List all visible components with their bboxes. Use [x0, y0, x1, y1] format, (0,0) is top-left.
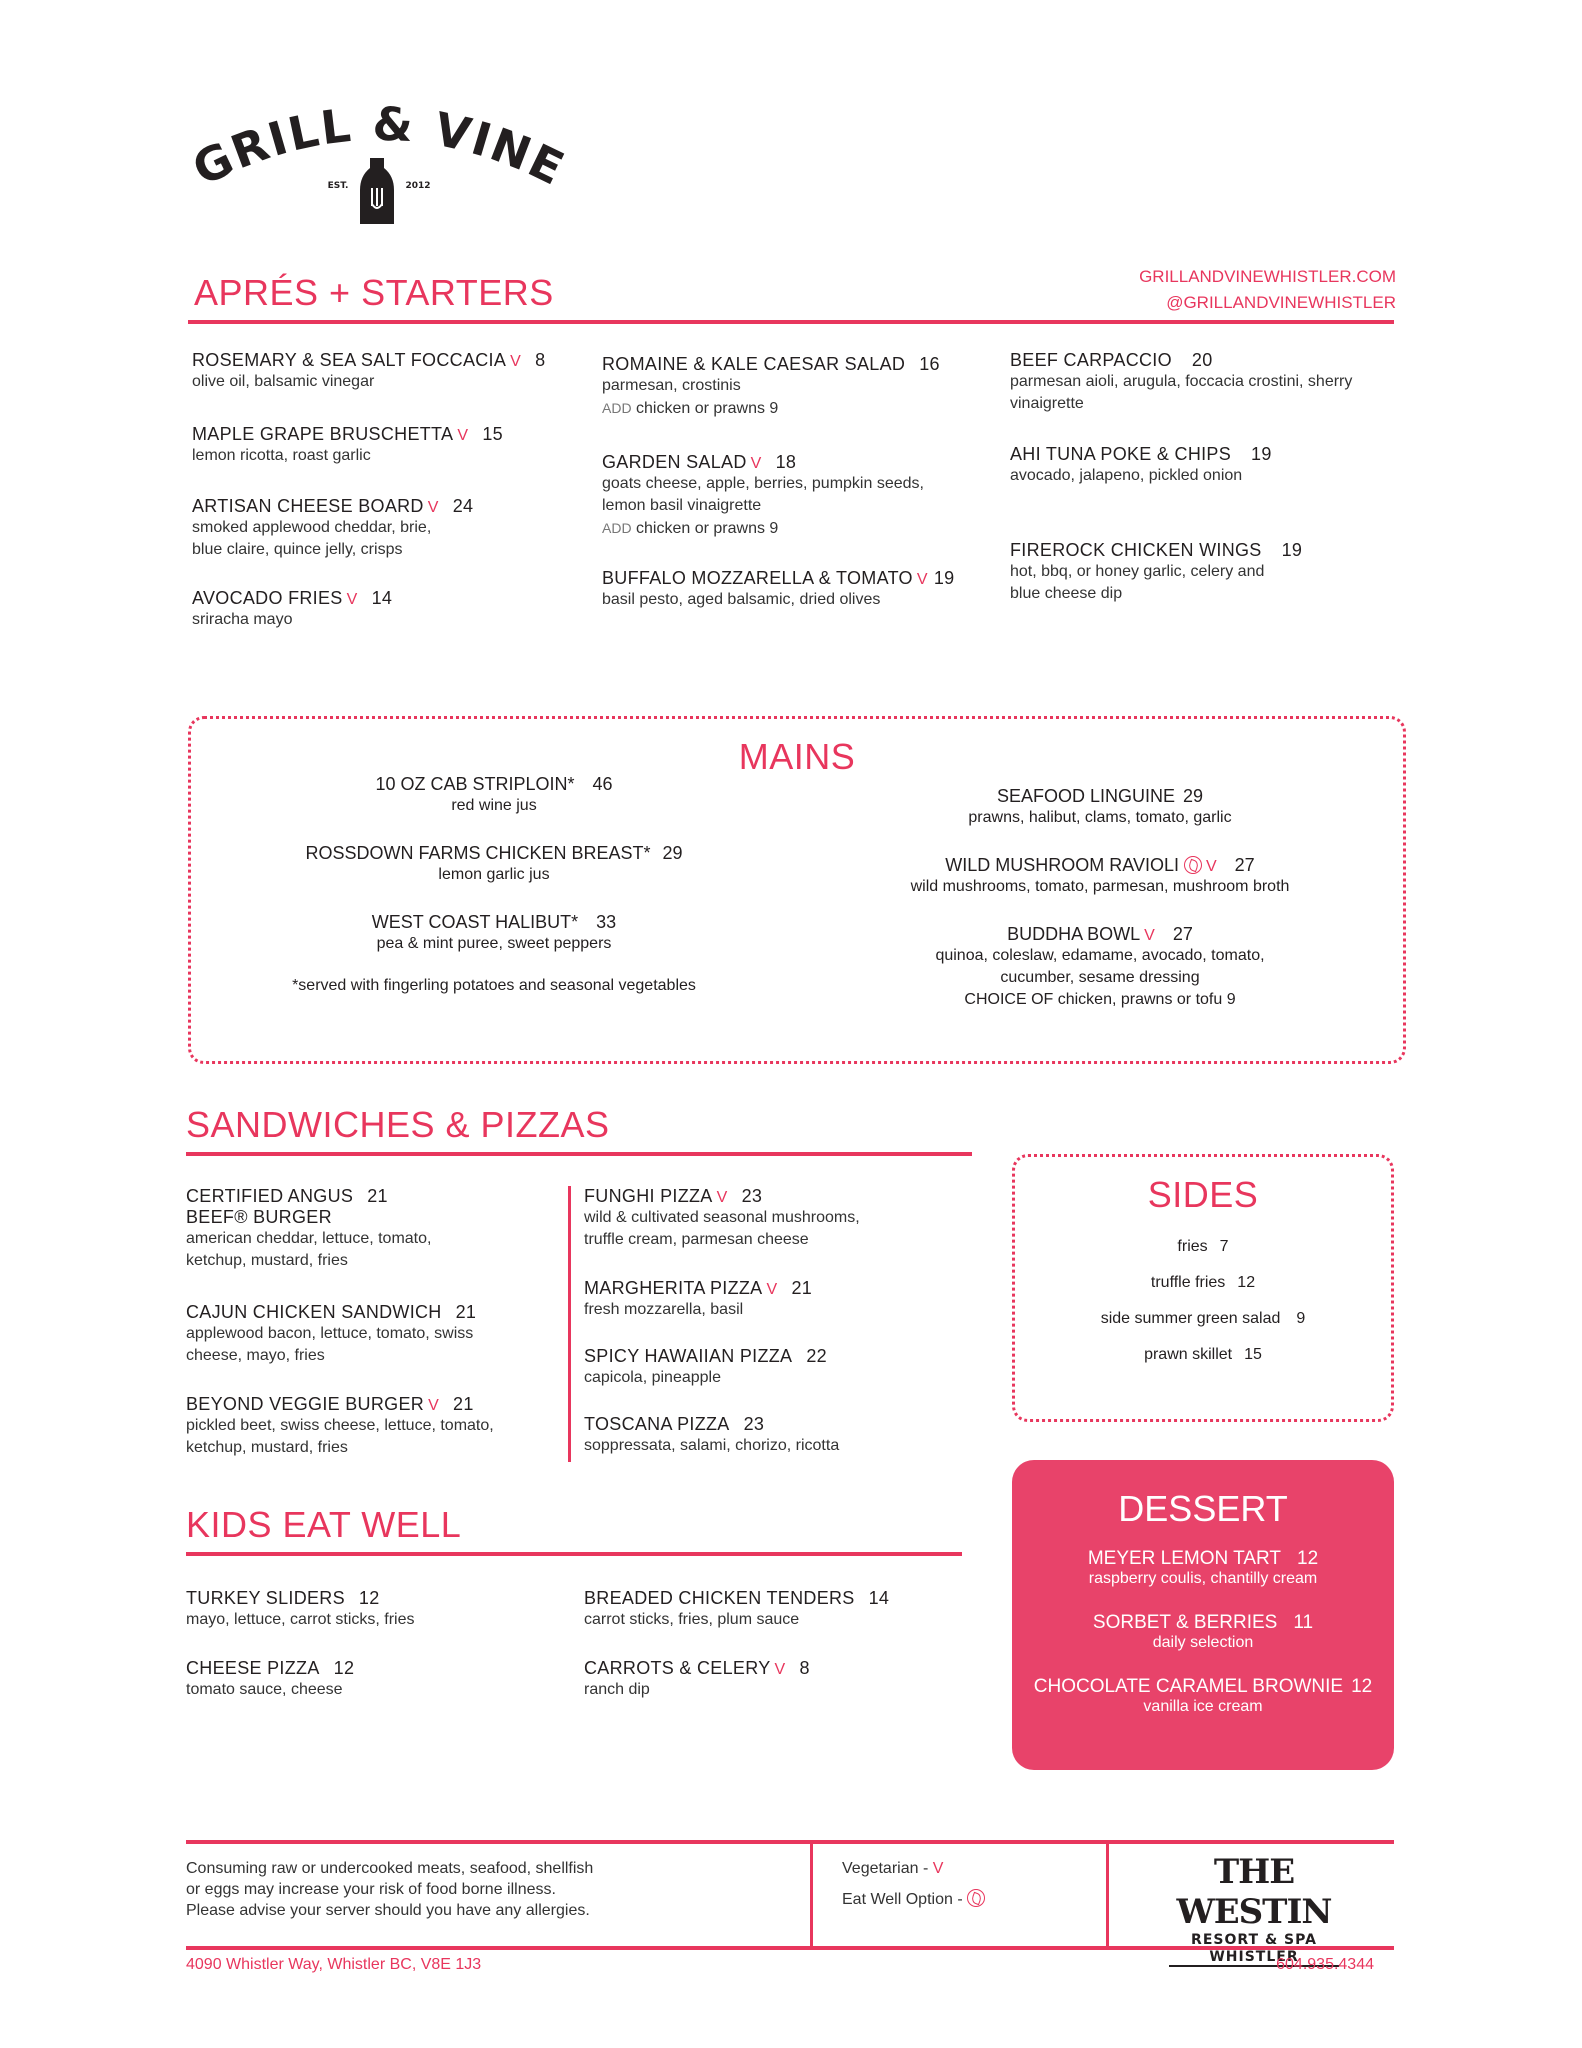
item-desc: ranch dip — [584, 1681, 650, 1698]
item-desc: applewood bacon, lettuce, tomato, swiss — [186, 1325, 474, 1342]
item-name: WEST COAST HALIBUT* — [371, 912, 579, 932]
item-desc: mayo, lettuce, carrot sticks, fries — [186, 1611, 415, 1628]
item-desc: carrot sticks, fries, plum sauce — [584, 1611, 800, 1628]
item-price: 12 — [358, 1588, 380, 1608]
menu-item — [1010, 350, 1352, 415]
item-desc: ketchup, mustard, fries — [186, 1439, 348, 1456]
dessert-item — [1012, 1676, 1394, 1716]
menu-item — [584, 1414, 839, 1457]
item-desc: pickled beet, swiss cheese, lettuce, tomato, — [186, 1417, 494, 1434]
veg-legend-label: Vegetarian - — [842, 1860, 929, 1877]
side-item — [1012, 1346, 1394, 1382]
item-name: FIREROCK CHICKEN WINGS — [1010, 540, 1262, 560]
item-desc: cucumber, sesame dressing — [1000, 969, 1200, 986]
sides-list — [1012, 1238, 1394, 1382]
item-price: 8 — [535, 350, 546, 370]
mains-left — [244, 774, 744, 995]
side-name: prawn skillet — [1144, 1346, 1233, 1363]
item-name: AVOCADO FRIES — [192, 588, 343, 608]
menu-item — [186, 1394, 494, 1459]
westin-sub: WHISTLER — [1169, 1949, 1338, 1967]
item-desc: prawns, halibut, clams, tomato, garlic — [968, 809, 1232, 826]
side-price: 12 — [1237, 1274, 1256, 1291]
item-name: SPICY HAWAIIAN PIZZA — [584, 1346, 793, 1366]
item-price: 27 — [1234, 855, 1255, 875]
item-price: 23 — [741, 1186, 763, 1206]
menu-item — [186, 1588, 415, 1631]
item-name: BUFFALO MOZZARELLA & TOMATO — [602, 568, 913, 588]
item-price: 21 — [367, 1186, 388, 1206]
logo — [178, 100, 578, 230]
westin-sub: RESORT & SPA — [1191, 1932, 1317, 1948]
item-desc: olive oil, balsamic vinegar — [192, 373, 375, 390]
footer-divider-1 — [810, 1844, 813, 1948]
item-name: ARTISAN CHEESE BOARD — [192, 496, 424, 516]
menu-item — [244, 912, 744, 955]
add-text: chicken or prawns 9 — [636, 520, 779, 537]
item-price: 46 — [592, 774, 613, 794]
veg-mark: V — [510, 353, 522, 370]
item-price: 20 — [1191, 350, 1213, 370]
menu-item — [186, 1658, 354, 1701]
item-price: 15 — [482, 424, 503, 444]
add-label: ADD — [602, 520, 632, 536]
veg-mark: V — [774, 1661, 786, 1678]
add-text: chicken or prawns 9 — [636, 400, 779, 417]
item-desc: hot, bbq, or honey garlic, celery and — [1010, 563, 1265, 580]
item-name: TURKEY SLIDERS — [186, 1588, 345, 1608]
item-desc: red wine jus — [451, 797, 537, 814]
item-price: 18 — [775, 452, 797, 472]
veg-mark: V — [766, 1281, 778, 1298]
item-name: TOSCANA PIZZA — [584, 1414, 730, 1434]
side-name: truffle fries — [1150, 1274, 1226, 1291]
side-price: 9 — [1296, 1310, 1306, 1327]
item-name: MARGHERITA PIZZA — [584, 1278, 763, 1298]
item-desc: parmesan aioli, arugula, foccacia crostini, sherry — [1010, 373, 1353, 390]
mains-title: MAINS — [738, 736, 856, 777]
footer-top-rule — [186, 1840, 1394, 1844]
starters-rule — [188, 320, 1394, 324]
item-price: 21 — [791, 1278, 813, 1298]
item-price: 21 — [455, 1302, 477, 1322]
menu-item — [850, 855, 1350, 898]
kids-title: KIDS EAT WELL — [186, 1504, 462, 1545]
social-handle[interactable]: @GRILLANDVINEWHISTLER — [1166, 293, 1396, 312]
legend — [842, 1858, 985, 1910]
logo-year: 2012 — [405, 181, 431, 191]
sides-title: SIDES — [1147, 1174, 1259, 1215]
veg-mark: V — [457, 427, 469, 444]
menu-item — [192, 424, 503, 467]
item-price: 12 — [1297, 1548, 1319, 1569]
item-desc: sriracha mayo — [192, 611, 293, 628]
eat-well-icon — [967, 1889, 985, 1907]
item-desc: cheese, mayo, fries — [186, 1347, 325, 1364]
item-price: 11 — [1293, 1612, 1314, 1633]
side-item — [1012, 1238, 1394, 1274]
veg-mark: V — [346, 591, 358, 608]
veg-mark: V — [1144, 927, 1155, 944]
item-name: ROSSDOWN FARMS CHICKEN BREAST* — [305, 843, 651, 863]
item-desc: avocado, jalapeno, pickled onion — [1010, 467, 1243, 484]
item-desc: lemon basil vinaigrette — [602, 497, 762, 514]
starters-title: APRÉS + STARTERS — [194, 272, 554, 313]
menu-item — [244, 774, 744, 817]
item-price: 23 — [743, 1414, 765, 1434]
item-name: SEAFOOD LINGUINE — [996, 786, 1175, 806]
item-name: MAPLE GRAPE BRUSCHETTA — [192, 424, 454, 444]
dessert-box — [1012, 1460, 1394, 1770]
item-name: AHI TUNA POKE & CHIPS — [1010, 444, 1232, 464]
item-desc: fresh mozzarella, basil — [584, 1301, 744, 1318]
item-name: SORBET & BERRIES — [1092, 1612, 1278, 1633]
veg-mark: V — [916, 571, 928, 588]
item-desc: capicola, pineapple — [584, 1369, 721, 1386]
menu-item — [584, 1588, 889, 1631]
item-name: BEYOND VEGGIE BURGER — [186, 1394, 425, 1414]
warning-line: Consuming raw or undercooked meats, seafood, shellfish — [186, 1860, 594, 1877]
item-desc: soppressata, salami, chorizo, ricotta — [584, 1437, 840, 1454]
item-name: CHOCOLATE CARAMEL BROWNIE — [1033, 1676, 1344, 1697]
item-desc: pea & mint puree, sweet peppers — [376, 935, 612, 952]
item-price: 12 — [1351, 1676, 1373, 1697]
item-price: 19 — [1281, 540, 1303, 560]
mains-note: *served with fingerling potatoes and seasonal vegetables — [292, 977, 696, 994]
side-name: fries — [1177, 1238, 1208, 1255]
item-desc: vanilla ice cream — [1143, 1698, 1263, 1715]
dessert-list — [1012, 1548, 1394, 1716]
logo-graphic — [178, 100, 578, 230]
menu-item — [1010, 444, 1272, 487]
item-name: FUNGHI PIZZA — [584, 1186, 713, 1206]
item-desc: tomato sauce, cheese — [186, 1681, 343, 1698]
svg-text:GRILL & VINE: GRILL & VINE — [184, 100, 574, 197]
item-price: 19 — [933, 568, 955, 588]
item-price: 27 — [1172, 924, 1193, 944]
item-price: 8 — [799, 1658, 810, 1678]
item-name: MEYER LEMON TART — [1087, 1548, 1282, 1569]
item-desc: wild mushrooms, tomato, parmesan, mushroom broth — [910, 878, 1290, 895]
item-price: 19 — [1251, 444, 1272, 464]
website-url[interactable]: GRILLANDVINEWHISTLER.COM — [1139, 267, 1396, 286]
menu-item — [192, 496, 473, 561]
item-name: CERTIFIED ANGUS — [186, 1186, 354, 1206]
item-price: 21 — [453, 1394, 474, 1414]
dessert-item — [1012, 1612, 1394, 1652]
item-desc: CHOICE OF chicken, prawns or tofu 9 — [964, 991, 1236, 1008]
item-name: BEEF CARPACCIO — [1010, 350, 1172, 370]
warning-line: or eggs may increase your risk of food borne illness. — [186, 1881, 556, 1898]
item-name-line-2: BEEF® BURGER — [186, 1207, 332, 1227]
item-name: CAJUN CHICKEN SANDWICH — [186, 1302, 442, 1322]
side-name: side summer green salad — [1100, 1310, 1281, 1327]
kids-rule — [186, 1552, 962, 1556]
item-desc: lemon garlic jus — [438, 866, 550, 883]
menu-item — [602, 452, 924, 540]
item-price: 22 — [806, 1346, 827, 1366]
item-name: ROMAINE & KALE CAESAR SALAD — [602, 354, 906, 374]
menu-item — [584, 1278, 812, 1321]
side-price: 7 — [1219, 1238, 1229, 1255]
item-desc: goats cheese, apple, berries, pumpkin seeds, — [602, 475, 924, 492]
sandwiches-divider — [568, 1186, 571, 1462]
item-desc: blue claire, quince jelly, crisps — [192, 541, 403, 558]
menu-item — [584, 1346, 827, 1389]
dessert-title: DESSERT — [1118, 1488, 1288, 1529]
item-price: 29 — [1183, 786, 1204, 806]
item-desc: vinaigrette — [1010, 395, 1084, 412]
logo-est: EST. — [327, 181, 349, 191]
item-desc: raspberry coulis, chantilly cream — [1088, 1570, 1318, 1587]
menu-item — [584, 1658, 810, 1701]
item-price: 14 — [868, 1588, 890, 1608]
item-name: 10 OZ CAB STRIPLOIN* — [375, 774, 575, 794]
item-desc: parmesan, crostinis — [602, 377, 741, 394]
veg-mark: V — [750, 455, 762, 472]
eat-well-icon — [1184, 856, 1202, 874]
item-desc: truffle cream, parmesan cheese — [584, 1231, 809, 1248]
warning-line: Please advise your server should you have any allergies. — [186, 1902, 590, 1919]
item-name: CHEESE PIZZA — [186, 1658, 320, 1678]
menu-item — [1010, 540, 1302, 605]
item-name: BUDDHA BOWL — [1007, 924, 1141, 944]
westin-name: THE WESTIN — [1176, 1852, 1332, 1932]
item-name: GARDEN SALAD — [602, 452, 747, 472]
veg-mark: V — [427, 499, 439, 516]
item-price: 33 — [596, 912, 617, 932]
menu-item — [186, 1302, 476, 1367]
phone[interactable]: 604.935.4344 — [1276, 1956, 1374, 1973]
menu-item — [192, 350, 545, 393]
item-price: 14 — [371, 588, 393, 608]
veg-legend-symbol: V — [932, 1860, 944, 1877]
item-price: 29 — [662, 843, 683, 863]
item-price: 12 — [333, 1658, 355, 1678]
menu-item — [186, 1186, 431, 1272]
item-price: 16 — [919, 354, 940, 374]
veg-mark: V — [1206, 858, 1217, 875]
menu-item — [192, 588, 392, 631]
item-price: 24 — [452, 496, 474, 516]
menu-item — [850, 786, 1350, 829]
sandwiches-title: SANDWICHES & PIZZAS — [186, 1104, 610, 1145]
address: 4090 Whistler Way, Whistler BC, V8E 1J3 — [186, 1956, 482, 1973]
item-desc: ketchup, mustard, fries — [186, 1252, 348, 1269]
mains-right — [850, 786, 1350, 1011]
item-desc: smoked applewood cheddar, brie, — [192, 519, 432, 536]
sandwiches-rule — [186, 1152, 972, 1156]
side-price: 15 — [1244, 1346, 1262, 1363]
item-name: WILD MUSHROOM RAVIOLI — [945, 855, 1179, 875]
item-name: BREADED CHICKEN TENDERS — [584, 1588, 855, 1608]
item-name: ROSEMARY & SEA SALT FOCCACIA — [192, 350, 507, 370]
item-desc: wild & cultivated seasonal mushrooms, — [584, 1209, 860, 1226]
footer-divider-2 — [1106, 1844, 1109, 1948]
westin-logo — [1134, 1852, 1374, 1967]
item-desc: american cheddar, lettuce, tomato, — [186, 1230, 432, 1247]
add-label: ADD — [602, 400, 632, 416]
veg-mark: V — [716, 1189, 728, 1206]
menu-item — [602, 354, 940, 420]
side-item — [1012, 1310, 1394, 1346]
item-desc: quinoa, coleslaw, edamame, avocado, tomato, — [935, 947, 1265, 964]
item-desc: lemon ricotta, roast garlic — [192, 447, 371, 464]
menu-item — [584, 1186, 860, 1251]
item-desc: basil pesto, aged balsamic, dried olives — [602, 591, 881, 608]
eatwell-legend-label: Eat Well Option - — [842, 1891, 963, 1908]
item-desc: blue cheese dip — [1010, 585, 1123, 602]
item-desc: daily selection — [1152, 1634, 1254, 1651]
menu-item — [850, 924, 1350, 1011]
dessert-item — [1012, 1548, 1394, 1588]
item-name: CARROTS & CELERY — [584, 1658, 771, 1678]
veg-mark: V — [428, 1397, 440, 1414]
side-item — [1012, 1274, 1394, 1310]
menu-item — [602, 568, 954, 611]
menu-item — [244, 843, 744, 886]
allergy-warning — [186, 1858, 593, 1921]
